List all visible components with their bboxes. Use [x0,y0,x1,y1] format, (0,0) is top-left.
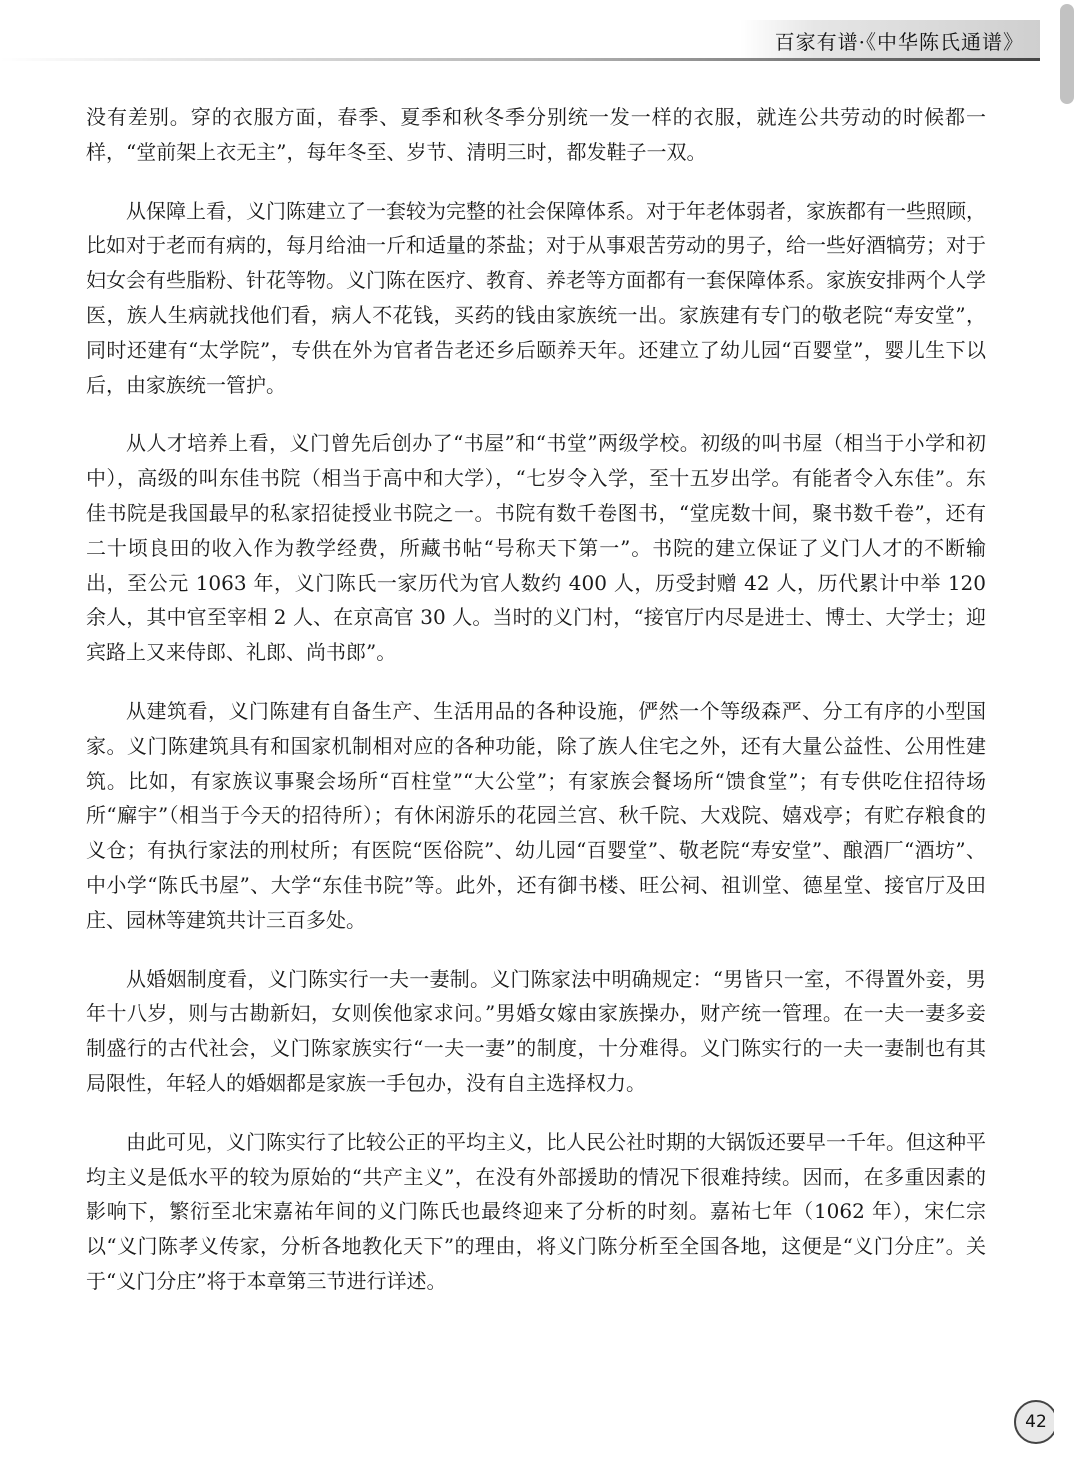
body-text [86,100,986,1323]
running-header-title: 百家有谱·《中华陈氏通谱》 [774,30,1024,54]
paragraph-social-security: 从保障上看，义门陈建立了一套较为完整的社会保障体系。对于年老体弱者，家族都有一些照顾，比如对于老而有病的，每月给油一斤和适量的茶盐；对于从事艰苦劳动的男子，给一些好酒犒劳；对于妇女会有些脂粉、针花等物。义门陈在医疗、教育、养老等方面都有一套保障体系。家族安排两个人学医，族人生病就找他们看，病人不花钱，买药的钱由家族统一出。家族建有专门的敬老院“寿安堂”，同时还建有“太学院”，专供在外为官者告老还乡后颐养天年。还建立了幼儿园“百婴堂”，婴儿生下以后，由家族统一管护。 [86,198,986,397]
scrollbar-thumb[interactable] [1060,4,1074,104]
paragraph-architecture: 从建筑看，义门陈建有自备生产、生活用品的各种设施，俨然一个等级森严、分工有序的小型国家。义门陈建筑具有和国家机制相对应的各种功能，除了族人住宅之外，还有大量公益性、公用性建筑。比如，有家族议事聚会场所“百柱堂”“大公堂”；有家族会餐场所“馈食堂”；有专供吃住招待场所“廨宇”（相当于今天的招待所）；有休闲游乐的花园兰宫、秋千院、大戏院、嬉戏亭；有贮存粮食的义仓；有执行家法的刑杖所；有医院“医俗院”、幼儿园“百婴堂”、敬老院“寿安堂”、酿酒厂“酒坊”、中小学“陈氏书屋”、大学“东佳书院”等。此外，还有御书楼、旺公祠、祖训堂、德星堂、接官厅及田庄、园林等建筑共计三百多处。 [86,698,986,932]
page-number-badge: 42 [1014,1400,1058,1444]
header-rule [0,58,1040,61]
paragraph-conclusion: 由此可见，义门陈实行了比较公正的平均主义，比人民公社时期的大锅饭还要早一千年。但这种平均主义是低水平的较为原始的“共产主义”，在没有外部援助的情况下很难持续。因而，在多重因素的影响下，繁衍至北宋嘉祐年间的义门陈氏也最终迎来了分析的时刻。嘉祐七年（1062 年），宋仁宗以“义门陈孝义传家，分析各地教化天下”的理由，将义门陈分析至全国各地，这便是“义门分庄”。关于“义门分庄”将于本章第三节进行详述。 [86,1129,986,1293]
paragraph-education: 从人才培养上看，义门曾先后创办了“书屋”和“书堂”两级学校。初级的叫书屋（相当于小学和初中），高级的叫东佳书院（相当于高中和大学），“七岁令入学，至十五岁出学。有能者令入东佳”。东佳书院是我国最早的私家招徒授业书院之一。书院有数千卷图书，“堂庑数十间，聚书数千卷”，还有二十顷良田的收入作为教学经费，所藏书帖“号称天下第一”。书院的建立保证了义门人才的不断输出，至公元 1063 年，义门陈氏一家历代为官人数约 400 人，历受封赠 42 人，历代累计中举 120 余人，其中官至宰相 2 人、在京高官 30 人。当时的义门村，“接官厅内尽是进士、博士、大学士；迎宾路上又来侍郎、礼郎、尚书郎”。 [86,431,986,665]
paragraph-continued: 没有差别。穿的衣服方面，春季、夏季和秋冬季分别统一发一样的衣服，就连公共劳动的时候都一样，“堂前架上衣无主”，每年冬至、岁节、清明三时，都发鞋子一双。 [86,105,986,164]
paragraph-marriage: 从婚姻制度看，义门陈实行一夫一妻制。义门陈家法中明确规定：“男皆只一室，不得置外妾，男年十八岁，则与古勘新妇，女则俟他家求问。”男婚女嫁由家族操办，财产统一管理。在一夫一妻多妾制盛行的古代社会，义门陈家族实行“一夫一妻”的制度，十分难得。义门陈实行的一夫一妻制也有其局限性，年轻人的婚姻都是家族一手包办，没有自主选择权力。 [86,966,986,1095]
scrollbar-track[interactable] [1054,0,1080,1484]
